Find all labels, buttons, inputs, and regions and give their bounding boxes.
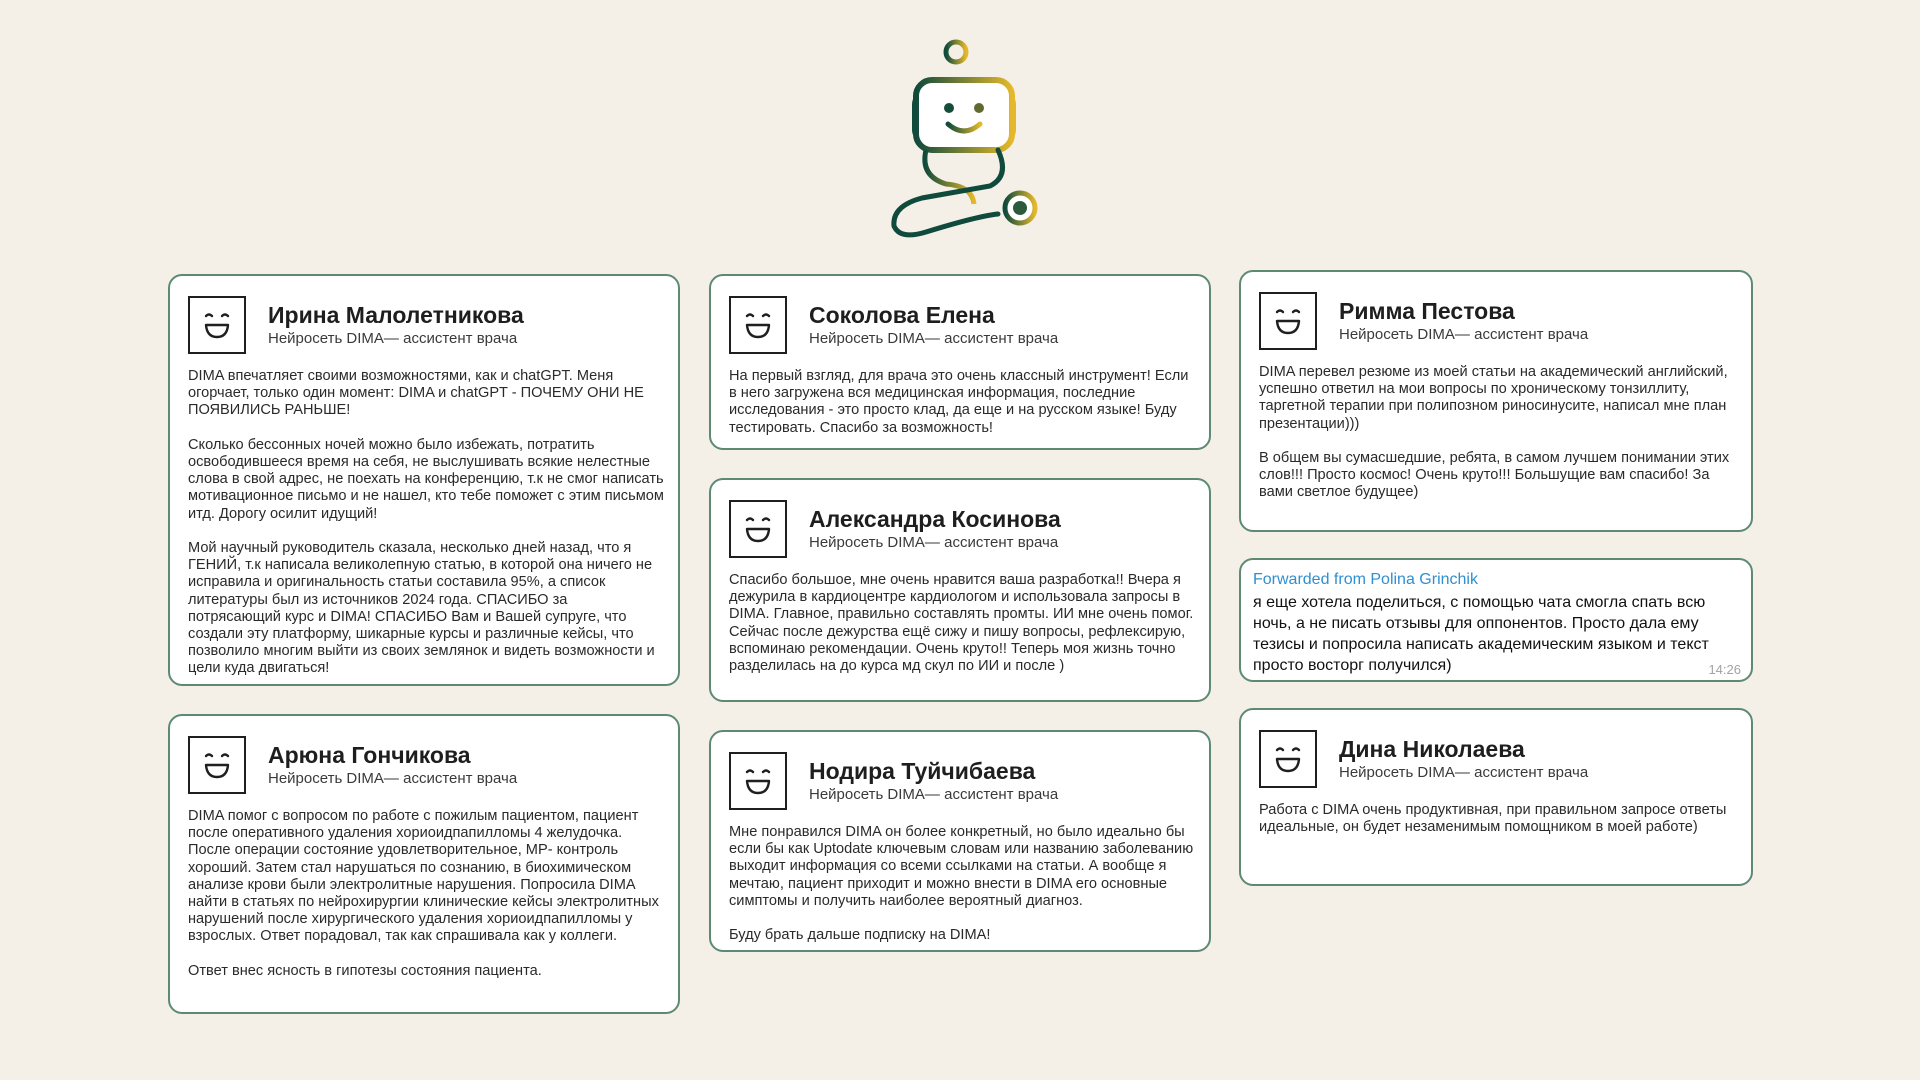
smiley-avatar-icon: [1259, 730, 1317, 788]
smiley-avatar-icon: [729, 500, 787, 558]
review-card: [1239, 270, 1753, 532]
reviewer-name: Арюна Гончикова: [268, 742, 471, 768]
dima-robot-logo: [886, 36, 1046, 242]
review-card: [709, 478, 1211, 702]
reviewer-name: Соколова Елена: [809, 302, 995, 328]
review-card: [168, 714, 680, 1014]
reviewer-role: Нейросеть DIMA— ассистент врача: [1339, 764, 1589, 781]
smiley-avatar-icon: [729, 752, 787, 810]
review-text: Работа с DIMA очень продуктивная, при правильном запросе ответы идеальные, он будет незаменимым помощником в моей работе): [1259, 802, 1727, 836]
message-timestamp: 14:26: [1708, 662, 1741, 677]
review-card: [709, 730, 1211, 952]
review-text: DIMA перевел резюме из моей статьи на академический английский, успешно ответил на мои вопросы по хроническому тонзиллиту, таргетной терапии при полипозном риносинусите, написал мне план презентации))) В общем вы сумасшедшие, ребята, в самом лучшем понимании этих слов!!! Просто космос! Очень круто!!! Большущие вам спасибо! За вами светлое будущее): [1259, 364, 1730, 501]
reviewer-name: Александра Косинова: [809, 506, 1061, 532]
review-text: На первый взгляд, для врача это очень классный инструмент! Если в него загружена вся медицинская информация, последние исследования - это просто клад, да еще и на русском языке! Буду тестировать. Спасибо за возможность!: [729, 368, 1189, 436]
smiley-avatar-icon: [1259, 292, 1317, 350]
forwarded-from-link[interactable]: Forwarded from Polina Grinchik: [1253, 571, 1478, 588]
robot-stethoscope-icon: [886, 36, 1046, 242]
forwarded-message: [1239, 558, 1753, 682]
review-card: [709, 274, 1211, 450]
reviewer-name: Ирина Малолетникова: [268, 302, 524, 328]
review-text: DIMA впечатляет своими возможностями, как и chatGPT. Меня огорчает, только один момент: DIMA и chatGPT - ПОЧЕМУ ОНИ НЕ ПОЯВИЛИСЬ РАНЬШЕ! Сколько бессонных ночей можно было избежать, потратить освободившееся время на себя, не выслушивать всякие нелестные слова в свой адрес, не поехать на конференцию, т.к не смог написать мотивационное письмо и не нашел, кто тебе поможет с этим письмом итд. Дорогу осилит идущий! Мой научный руководитель сказала, несколько дней назад, что я ГЕНИЙ, т.к написала великолепную статью, в которой она ничего не исправила и оригинальность статьи составила 95%, а список литературы был из источников 2024 года. СПАСИБО за потрясающий курс и DIMA! СПАСИБО Вам и Вашей супруге, что создали эту платформу, шикарные курсы и различные кейсы, что позволило многим выйти из своих землянок и видеть возможности и цели куда двигаться!: [188, 368, 664, 677]
reviewer-name: Дина Николаева: [1339, 736, 1525, 762]
smiley-avatar-icon: [729, 296, 787, 354]
reviewer-role: Нейросеть DIMA— ассистент врача: [268, 770, 518, 787]
review-text: Спасибо большое, мне очень нравится ваша разработка!! Вчера я дежурила в кардиоцентре кардиологом и использовала запросы в DIMA. Главное, правильно составлять промты. ИИ мне очень помог. Сейчас после дежурства ещё сижу и пишу вопросы, рефлексирую, вспоминаю рекомендации. Очень круто!! Теперь моя жизнь точно разделилась на до курса мд скул по ИИ и после ): [729, 572, 1194, 675]
reviewer-name: Нодира Туйчибаева: [809, 758, 1036, 784]
smiley-avatar-icon: [188, 296, 246, 354]
reviewer-role: Нейросеть DIMA— ассистент врача: [268, 330, 518, 347]
reviewer-role: Нейросеть DIMA— ассистент врача: [809, 330, 1059, 347]
forwarded-text: я еще хотела поделиться, с помощью чата смогла спать всю ночь, а не писать отзывы для оппонентов. Просто дала ему тезисы и попросила написать академическим языком и текст просто восторг получился): [1253, 594, 1709, 674]
reviewer-role: Нейросеть DIMA— ассистент врача: [809, 534, 1059, 551]
reviewer-role: Нейросеть DIMA— ассистент врача: [809, 786, 1059, 803]
reviewer-name: Римма Пестова: [1339, 298, 1515, 324]
reviewer-role: Нейросеть DIMA— ассистент врача: [1339, 326, 1589, 343]
review-text: Мне понравился DIMA он более конкретный, но было идеально бы если бы как Uptodate ключевым словам или названию заболеванию выходит информация со всеми ссылками на статьи. А вообще я мечтаю, пациент приходит и можно внести в DIMA его основные симптомы и получить наиболее вероятный диагноз. Буду брать дальше подписку на DIMA!: [729, 824, 1194, 944]
review-card: [1239, 708, 1753, 886]
review-text: DIMA помог с вопросом по работе с пожилым пациентом, пациент после оперативного удаления хориоидпапилломы 4 желудочка. После операции состояние удовлетворительное, МР- контроль хороший. Затем стал нарушаться по сознанию, в биохимическом анализе крови были электролитные нарушения. Попросила DIMA найти в статьях по нейрохирургии клинические кейсы электролитных нарушений после хирургического удаления хориоидпапилломы у взрослых. Ответ порадовал, так как спрашивала как у коллеги. Ответ внес ясность в гипотезы состояния пациента.: [188, 808, 659, 979]
smiley-avatar-icon: [188, 736, 246, 794]
review-card: [168, 274, 680, 686]
